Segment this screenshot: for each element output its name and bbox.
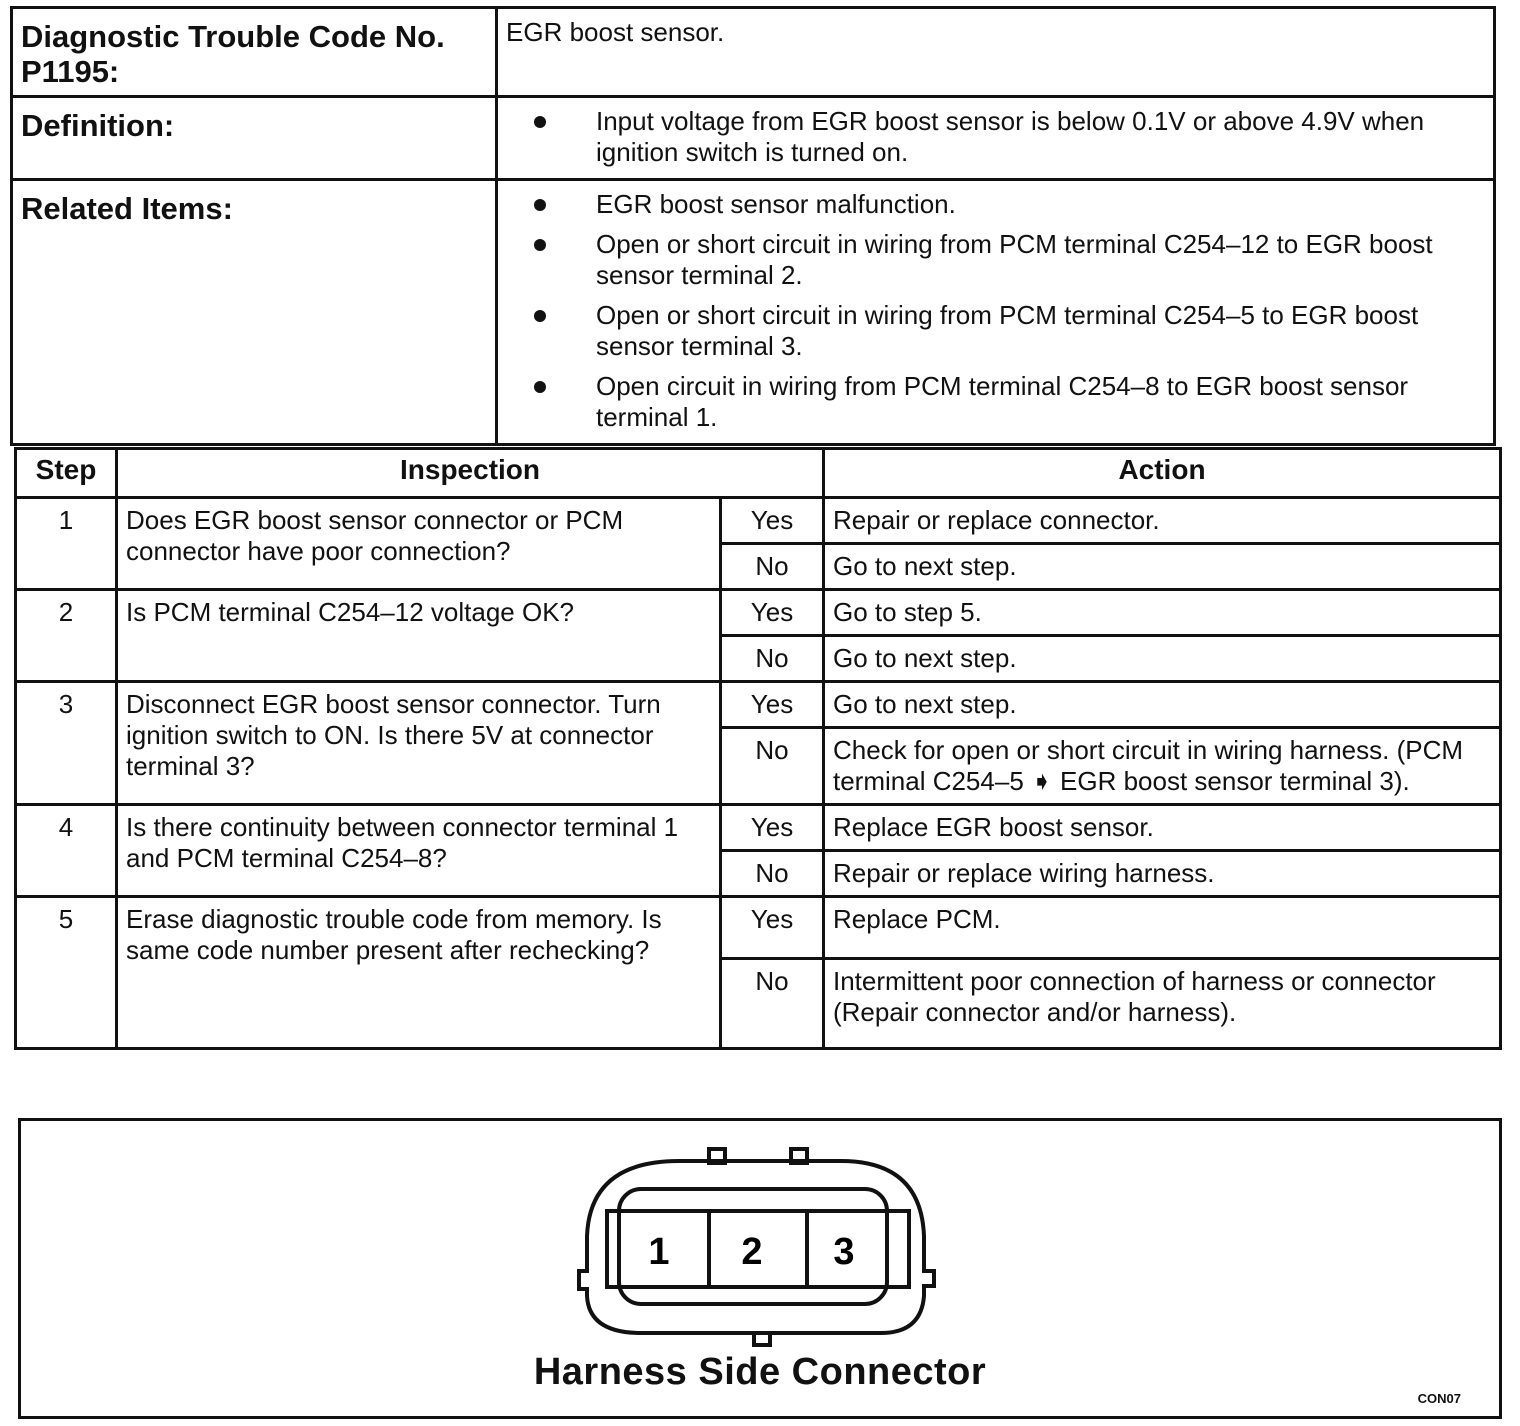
inspection-text: Does EGR boost sensor connector or PCM connector have poor connection? <box>117 498 721 590</box>
no-action: Go to next step. <box>824 544 1501 590</box>
definition-value <box>497 97 1495 180</box>
table-row <box>16 805 1501 851</box>
no-action: Check for open or short circuit in wiring harness. (PCM terminal C254–5 ➧ EGR boost sensor terminal 3). <box>824 728 1501 805</box>
table-row <box>16 498 1501 544</box>
yes-label: Yes <box>721 805 824 851</box>
terminal-2-label: 2 <box>741 1231 763 1273</box>
dtc-value: EGR boost sensor. <box>497 8 1495 97</box>
dtc-label: Diagnostic Trouble Code No. P1195: <box>12 8 497 97</box>
definition-label: Definition: <box>12 97 497 180</box>
related-item: Open circuit in wiring from PCM terminal C254–8 to EGR boost sensor terminal 1. <box>506 371 1485 433</box>
inspection-text: Erase diagnostic trouble code from memory. Is same code number present after rechecking? <box>117 897 721 1049</box>
no-action: Repair or replace wiring harness. <box>824 851 1501 897</box>
step-number: 4 <box>16 805 117 897</box>
related-items-row <box>12 180 1495 445</box>
no-action: Go to next step. <box>824 636 1501 682</box>
yes-action: Replace EGR boost sensor. <box>824 805 1501 851</box>
inspection-steps-table <box>14 447 1502 1050</box>
related-item: Open or short circuit in wiring from PCM terminal C254–5 to EGR boost sensor terminal 3. <box>506 300 1485 362</box>
yes-action: Replace PCM. <box>824 897 1501 959</box>
no-label: No <box>721 851 824 897</box>
table-row <box>16 590 1501 636</box>
yes-label: Yes <box>721 590 824 636</box>
inspection-header: Inspection <box>117 449 824 498</box>
terminal-1-label: 1 <box>648 1231 670 1273</box>
step-number: 1 <box>16 498 117 590</box>
definition-row <box>12 97 1495 180</box>
action-header: Action <box>824 449 1501 498</box>
related-item: EGR boost sensor malfunction. <box>506 189 1485 220</box>
table-row <box>16 682 1501 728</box>
yes-label: Yes <box>721 498 824 544</box>
definition-item: Input voltage from EGR boost sensor is below 0.1V or above 4.9V when ignition switch is turned on. <box>506 106 1485 168</box>
dtc-row <box>12 8 1495 97</box>
dtc-info-table <box>10 6 1496 446</box>
step-header: Step <box>16 449 117 498</box>
header-row <box>16 449 1501 498</box>
figure-caption: Harness Side Connector <box>533 1351 987 1393</box>
locking-tab <box>754 1333 770 1345</box>
yes-action: Go to next step. <box>824 682 1501 728</box>
terminal-3-label: 3 <box>833 1231 855 1273</box>
step-number: 2 <box>16 590 117 682</box>
yes-label: Yes <box>721 682 824 728</box>
yes-label: Yes <box>721 897 824 959</box>
step-number: 3 <box>16 682 117 805</box>
inspection-text: Disconnect EGR boost sensor connector. Turn ignition switch to ON. Is there 5V at connector terminal 3? <box>117 682 721 805</box>
connector-figure <box>18 1118 1502 1419</box>
yes-action: Repair or replace connector. <box>824 498 1501 544</box>
no-label: No <box>721 636 824 682</box>
no-label: No <box>721 544 824 590</box>
no-label: No <box>721 959 824 1049</box>
figure-code: CON07 <box>1417 1391 1461 1406</box>
no-label: No <box>721 728 824 805</box>
no-action: Intermittent poor connection of harness or connector (Repair connector and/or harness). <box>824 959 1501 1049</box>
yes-action: Go to step 5. <box>824 590 1501 636</box>
step-number: 5 <box>16 897 117 1049</box>
table-row <box>16 897 1501 959</box>
related-items-list <box>497 180 1495 445</box>
inspection-text: Is PCM terminal C254–12 voltage OK? <box>117 590 721 682</box>
inspection-text: Is there continuity between connector terminal 1 and PCM terminal C254–8? <box>117 805 721 897</box>
related-item: Open or short circuit in wiring from PCM terminal C254–12 to EGR boost sensor terminal 2. <box>506 229 1485 291</box>
related-items-label: Related Items: <box>12 180 497 445</box>
